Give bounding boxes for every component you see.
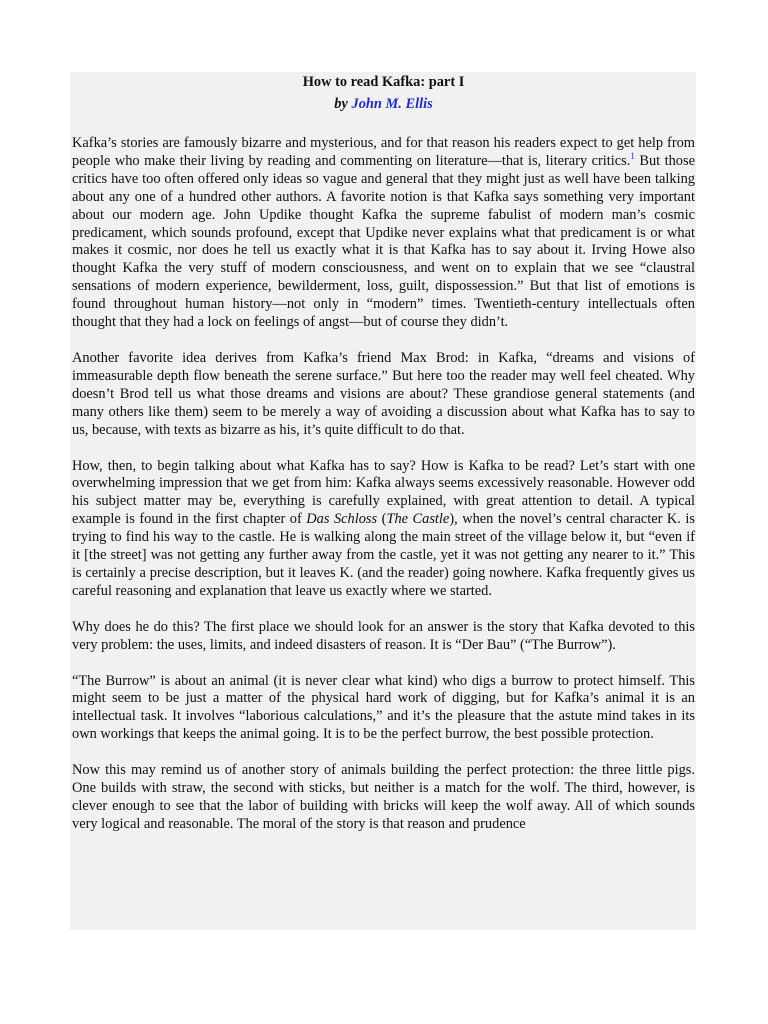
book-title-english: The Castle bbox=[386, 511, 450, 528]
book-title-german: Das Schloss bbox=[306, 511, 378, 528]
byline-prefix: by bbox=[334, 96, 348, 112]
paragraph-3-text-a: How, then, to begin talking about what Kafka has to say? How is Kafka to be read? Let’s start with one overwhelming impression that we get from him: Kafka always seems excessively reasonable. However odd his subject matter may be, everything is carefully explained, with great attention to detail. A typical example is found in the first chapter of bbox=[72, 457, 695, 528]
footnote-link[interactable]: 1 bbox=[630, 151, 635, 162]
article bbox=[72, 72, 695, 834]
paragraph-1-text-a: Kafka’s stories are famously bizarre and mysterious, and for that reason his readers expect to get help from people who make their living by reading and commenting on literature—that is, literary critics. bbox=[72, 135, 695, 169]
paragraph-2: Another favorite idea derives from Kafka’s friend Max Brod: in Kafka, “dreams and visions of immeasurable depth flow beneath the serene surface.” But here too the reader may well feel cheated. Why doesn’t Brod tell us what those dreams and visions are about? These grandiose general statements (and many others like them) seem to be merely a way of avoiding a discussion about what Kafka has to say to us, because, with texts as bizarre as his, it’s quite difficult to do that. bbox=[72, 349, 695, 438]
author-link[interactable]: John M. Ellis bbox=[351, 96, 433, 112]
paragraph-3 bbox=[72, 458, 695, 601]
paragraph-6: Now this may remind us of another story of animals building the perfect protection: the three little pigs. One builds with straw, the second with sticks, but neither is a match for the wolf. The third, however, is clever enough to see that the labor of building with bricks will keep the wolf away. All of which sounds very logical and reasonable. The moral of the story is that reason and prudence bbox=[72, 762, 695, 832]
paragraph-4: Why does he do this? The first place we should look for an answer is the story that Kafka devoted to this very problem: the uses, limits, and indeed disasters of reason. It is “Der Bau” (“The Burrow”). bbox=[72, 618, 695, 653]
paragraph-3-text-b: ( bbox=[377, 511, 387, 528]
byline bbox=[72, 94, 695, 114]
paragraph-1-text-b: But those critics have too often offered only ideas so vague and general that they might just as well have been talking about any one of a hundred other authors. A favorite notion is that Kafka says something very important about our modern age. John Updike thought Kafka the supreme fabulist of modern man’s cosmic predicament, which sounds profound, except that Updike never explains what that predicament is or what makes it cosmic, nor does he tell us exactly what it is that Kafka has to say about it. Irving Howe also thought Kafka the very stuff of modern consciousness, and went on to explain that we see “claustral sensations of modern experience, bewilderment, loss, guilt, dispossession.” But that list of emotions is found throughout human history—not only in “modern” times. Twentieth-century intellectuals often thought that they had a lock on feelings of angst—but of course they didn’t. bbox=[72, 152, 695, 331]
paragraph-3-text-c: ), when the novel’s central character K. is trying to find his way to the castle. He is walking along the main street of the village below it, but “even if it [the street] was not getting any further away from the castle, yet it was not getting any nearer to it.” This is certainly a precise description, but it leaves K. (and the reader) going nowhere. Kafka frequently gives us careful reasoning and explanation that leave us exactly where we started. bbox=[72, 511, 696, 599]
paragraph-1 bbox=[72, 135, 695, 332]
article-title: How to read Kafka: part I bbox=[302, 74, 465, 90]
paragraph-5: “The Burrow” is about an animal (it is never clear what kind) who digs a burrow to protect himself. This might seem to be just a matter of the physical hard work of digging, but for Kafka’s animal it is an intellectual task. It involves “laborious calculations,” and it’s the pleasure that the astute mind takes in its own workings that keeps the animal going. It is to be the perfect burrow, the best possible protection. bbox=[72, 672, 695, 743]
